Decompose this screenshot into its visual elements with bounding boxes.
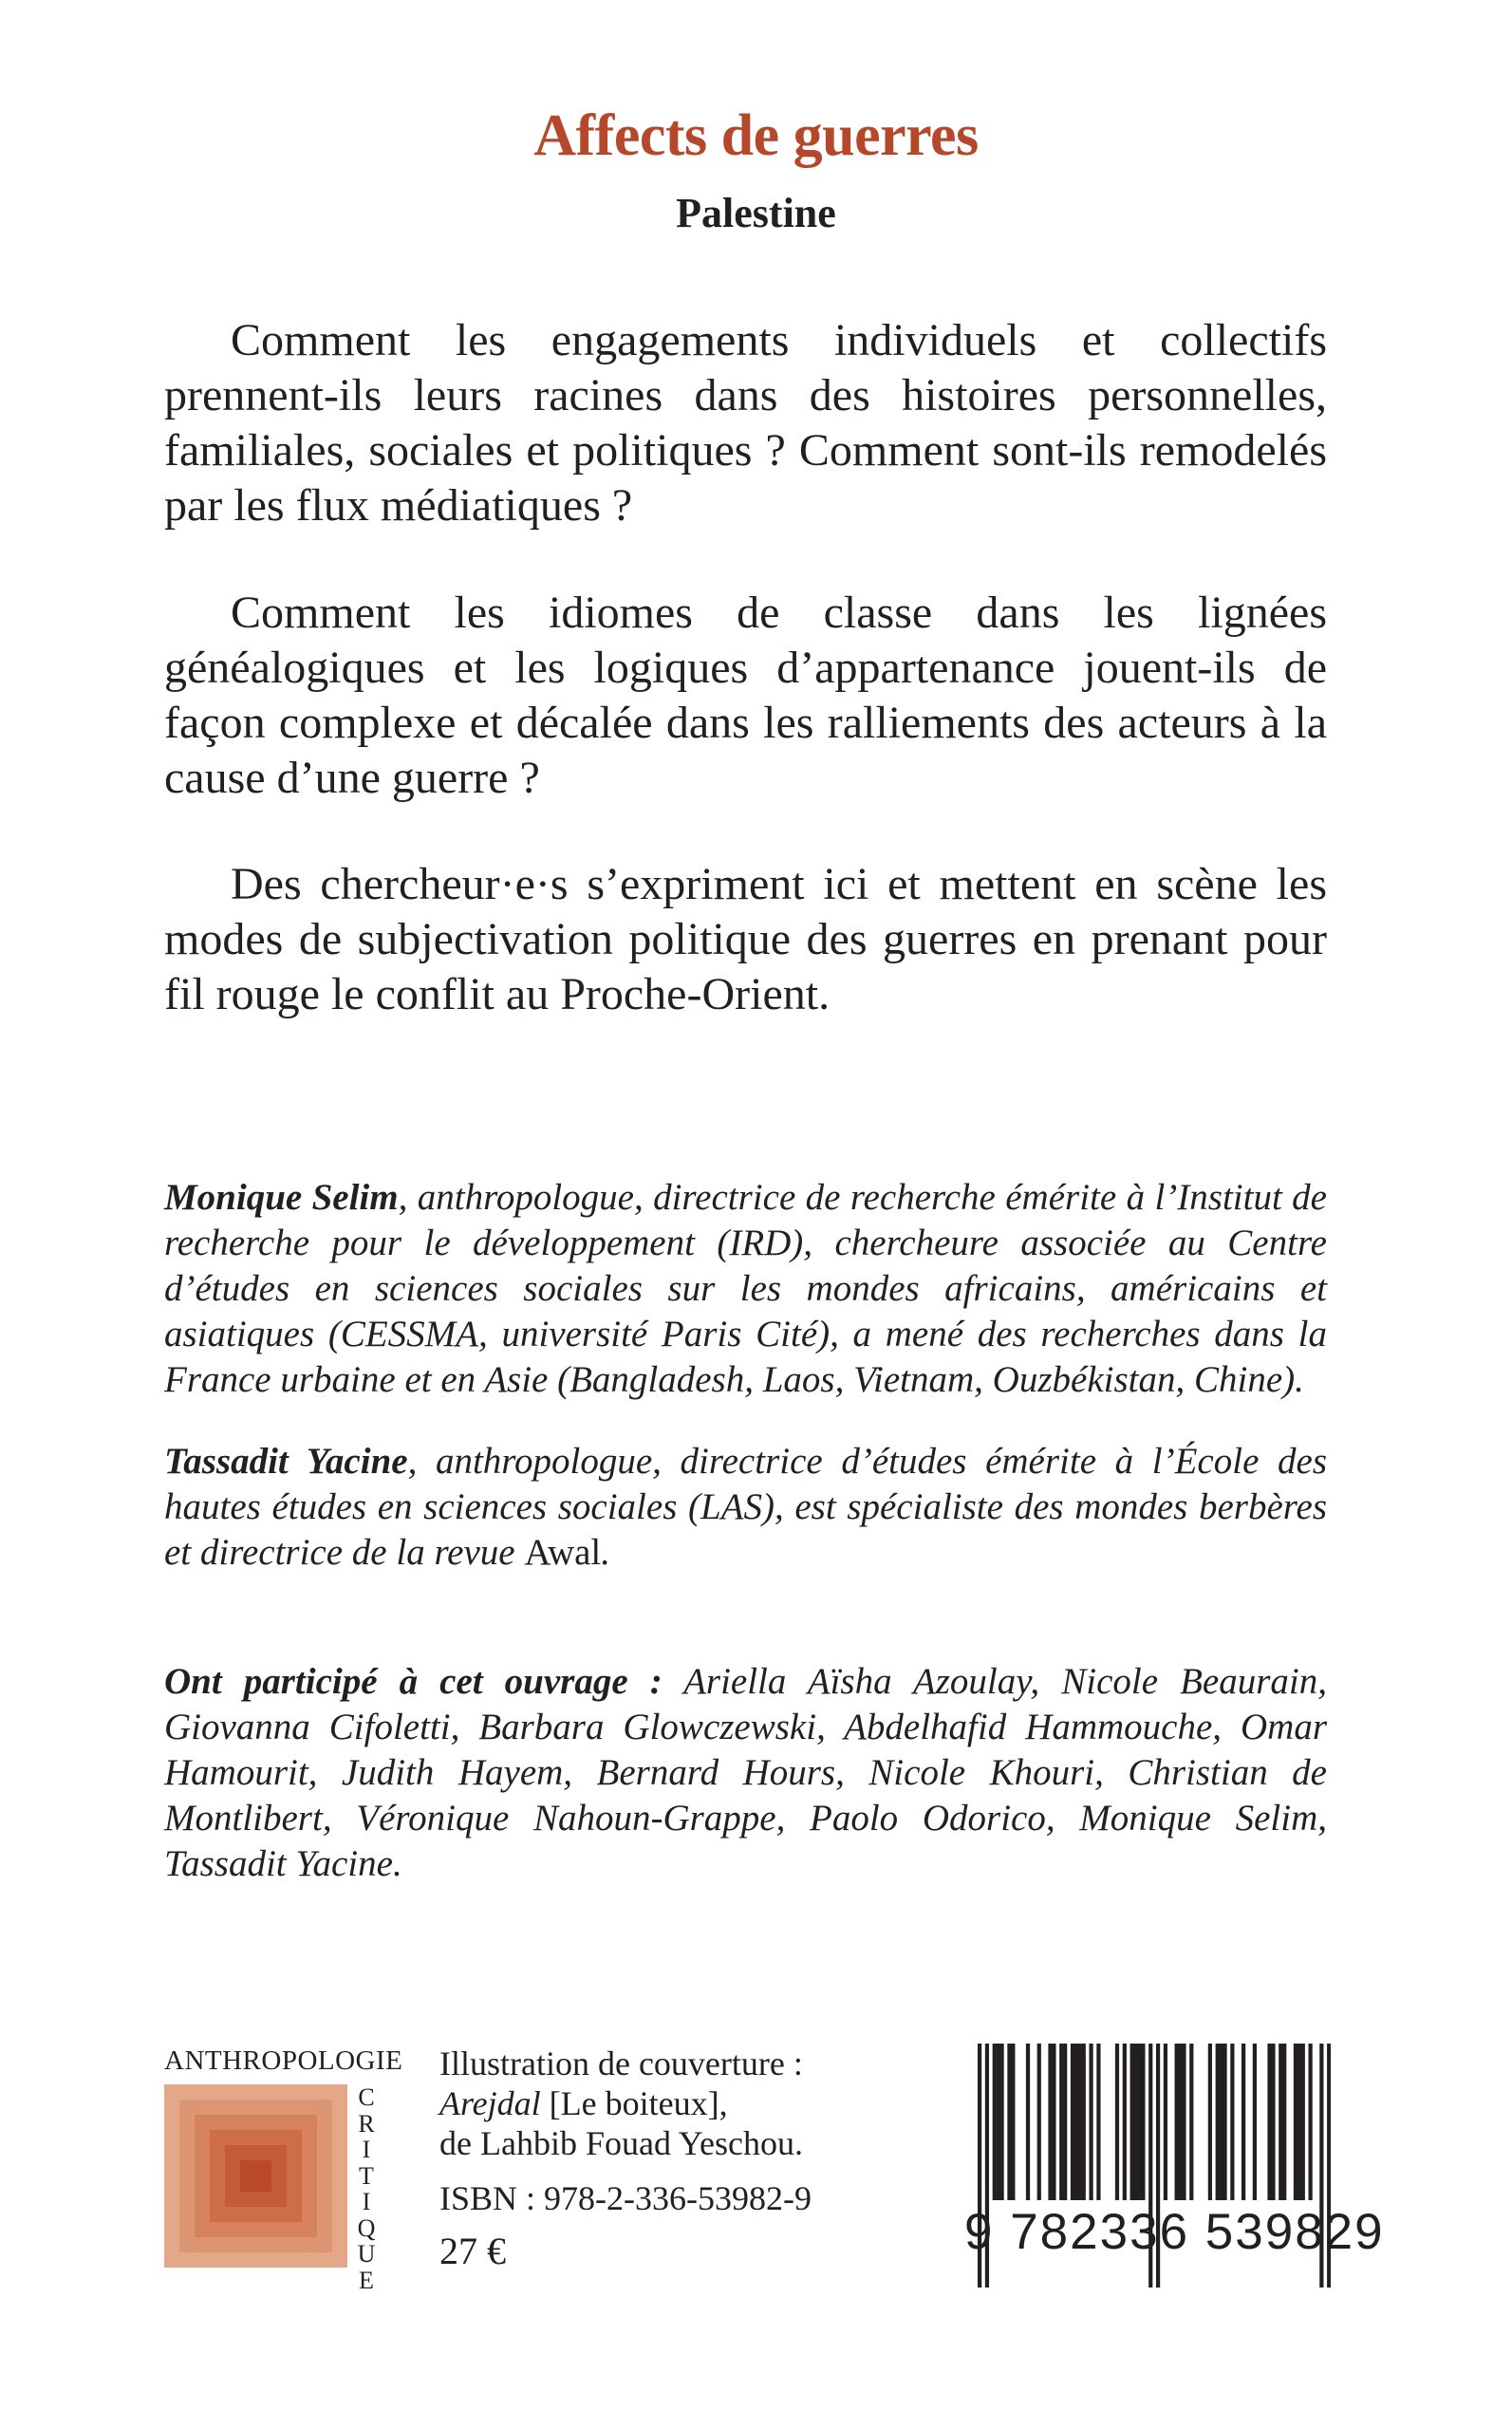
collection-vertical-label [354, 2084, 379, 2293]
credits-line-2 [439, 2083, 803, 2123]
collection-name: ANTHROPOLOGIE [164, 2045, 403, 2076]
barcode-bar [1011, 2044, 1015, 2200]
contributors-paragraph [164, 1659, 1327, 1887]
contributors-label: Ont participé à cet ouvrage : [164, 1661, 663, 1702]
barcode-bar [1282, 2044, 1286, 2200]
barcode-bar [1230, 2044, 1234, 2200]
collection-vertical-letter: Q [357, 2213, 376, 2242]
barcode-bar [1164, 2044, 1167, 2200]
barcode-bar [1071, 2044, 1074, 2200]
barcode-bar [1309, 2044, 1313, 2200]
barcode-bar [1082, 2044, 1086, 2200]
blurb-paragraph-3: Des chercheur·e·s s’expriment ici et mettent en scène les modes de subjectivation politique des guerres en prenant pour fil rouge le conflit au Proche-Orient. [164, 859, 1327, 1019]
barcode-bar [1096, 2044, 1100, 2200]
blurb-paragraph-1: Comment les engagements individuels et collectifs prennent-ils leurs racines dans des histoires personnelles, familiales, sociales et politiques ? Comment sont-ils remodelés par les flux médiatiques ? [164, 315, 1327, 531]
barcode-bar [1189, 2044, 1193, 2200]
author-bio-selim [164, 1175, 1327, 1403]
blurb-paragraph-2: Comment les idiomes de classe dans les lignées généalogiques et les logiques d’appartenance jouent-ils de façon complexe et décalée dans les ralliements des acteurs à la cause d’une guerre ? [164, 588, 1327, 803]
artwork-translation: [Le boiteux], [540, 2084, 728, 2122]
barcode-bar [1216, 2044, 1220, 2200]
barcode-bar [1141, 2044, 1145, 2200]
barcode-bar [1063, 2044, 1067, 2200]
contributors-list: Ariella Aïsha Azoulay, Nicole Beaurain, Giovanna Cifoletti, Barbara Glowczewski, Abdelhafid Hammouche, Omar Hamourit, Judith Hayem, Bernard Hours, Nicole Khouri, Christian de Montlibert, Véronique Nahoun-Grappe, Paolo Odorico, Monique Selim, Tassadit Yacine. [164, 1661, 1327, 1884]
logo-square-6 [240, 2160, 271, 2192]
barcode-bar [1297, 2044, 1301, 2200]
book-subtitle: Palestine [676, 190, 836, 236]
journal-name: Awal [524, 1532, 602, 1573]
barcode-bar [1089, 2044, 1092, 2200]
barcode-bar [1208, 2044, 1212, 2200]
barcode-bar [1026, 2044, 1030, 2200]
collection-vertical-letter: R [358, 2109, 375, 2138]
barcode-bar [1279, 2044, 1282, 2200]
barcode-bar [1052, 2044, 1055, 2200]
barcode-bar [1037, 2044, 1041, 2200]
author-bio-yacine-text: , anthropologue, directrice d’études émérite à l’École des hautes études en sciences sociales (LAS), est spécialiste des mondes berbères et directrice de la revue [164, 1441, 1327, 1573]
author-bio-selim-text: , anthropologue, directrice de recherche émérite à l’Institut de recherche pour le développement (IRD), chercheure associée au Centre d’études en sciences sociales sur les mondes africains, américains et asiatiques (CESSMA, université Paris Cité), a mené des recherches dans la France urbaine et en Asie (Bangladesh, Laos, Vietnam, Ouzbékistan, Chine). [164, 1177, 1327, 1400]
barcode-bar [1133, 2044, 1137, 2200]
price: 27 € [439, 2230, 506, 2272]
collection-vertical-letter: I [362, 2136, 371, 2163]
credits-line-3: de Lahbib Fouad Yeschou. [439, 2124, 803, 2162]
barcode-bar [1182, 2044, 1185, 2200]
barcode-bar [1078, 2044, 1082, 2200]
author-bio-yacine-end: . [601, 1532, 611, 1573]
barcode-bar [1175, 2044, 1179, 2200]
barcode-bar [1137, 2044, 1141, 2200]
barcode-bar [993, 2044, 997, 2200]
barcode-bar [997, 2044, 1000, 2200]
barcode-bar [1241, 2044, 1245, 2200]
barcode-bar [1115, 2044, 1119, 2200]
barcode-bar [1059, 2044, 1063, 2200]
barcode-bar [1178, 2044, 1182, 2200]
collection-vertical-letter: I [362, 2188, 371, 2215]
barcode-bar [1294, 2044, 1297, 2200]
collection-logo-squares [164, 2084, 347, 2268]
barcode-bar [1271, 2044, 1275, 2200]
barcode-bar [1223, 2044, 1226, 2200]
isbn: ISBN : 978-2-336-53982-9 [439, 2179, 812, 2217]
barcode-bar [999, 2044, 1003, 2200]
collection-logo [164, 2084, 347, 2268]
barcode-digits: 9 782336 539829 [964, 2204, 1385, 2260]
barcode-bar [1253, 2044, 1257, 2200]
collection-vertical-letter: U [357, 2240, 376, 2268]
author-name-yacine: Tassadit Yacine [164, 1441, 408, 1482]
barcode-bar [1007, 2044, 1011, 2200]
barcode-bar [1048, 2044, 1052, 2200]
cover-credits [439, 2044, 803, 2163]
collection-vertical-letter: T [359, 2161, 374, 2190]
book-title: Affects de guerres [533, 103, 979, 168]
artwork-title: Arejdal [439, 2084, 541, 2122]
barcode-bar [1074, 2044, 1078, 2200]
author-name-selim: Monique Selim [164, 1177, 399, 1218]
collection-vertical-letter: E [359, 2266, 374, 2294]
collection-vertical-letter: C [358, 2083, 375, 2111]
barcode-bar [1123, 2044, 1127, 2200]
author-bio-yacine [164, 1439, 1327, 1576]
barcode-bar [1267, 2044, 1271, 2200]
barcode-bar [1301, 2044, 1305, 2200]
barcode-bar [1220, 2044, 1223, 2200]
credits-line-1: Illustration de couverture : [439, 2045, 803, 2082]
barcode-bar [1130, 2044, 1134, 2200]
